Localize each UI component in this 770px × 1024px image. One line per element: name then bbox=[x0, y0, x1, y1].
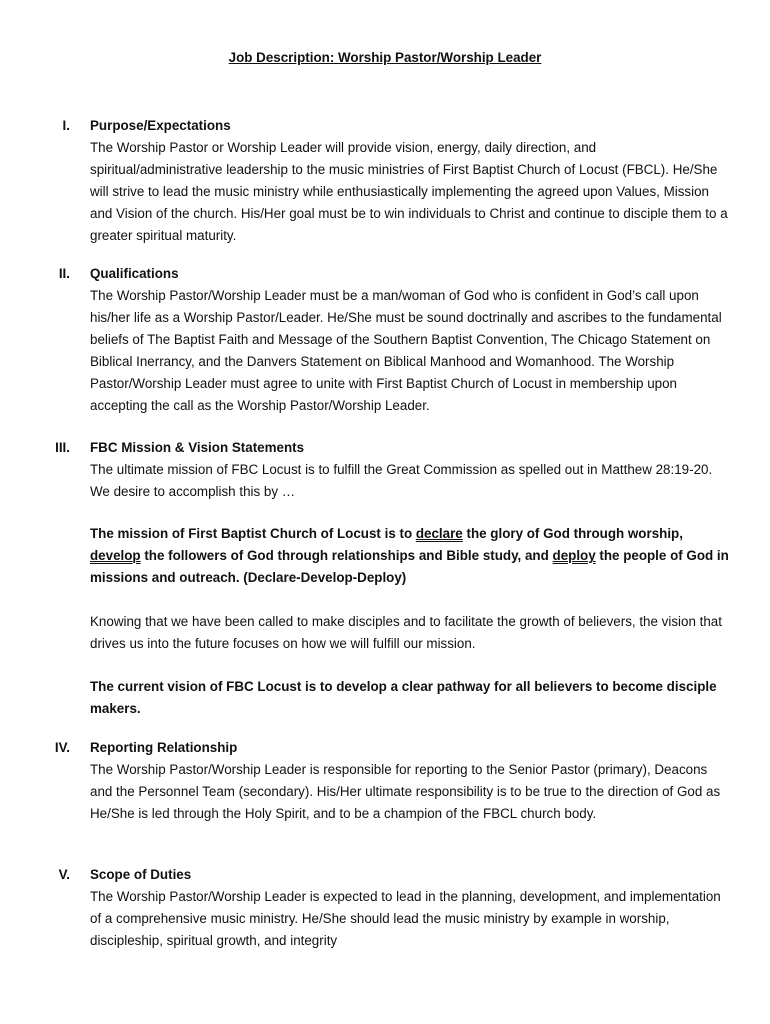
mission-keyword-deploy: deploy bbox=[552, 548, 596, 563]
document-title: Job Description: Worship Pastor/Worship Leader bbox=[228, 50, 542, 65]
vision-statement: The current vision of FBC Locust is to develop a clear pathway for all believers to become disciple makers. bbox=[90, 679, 717, 716]
mission-text: the people of God in missions and outreach. (Declare-Develop-Deploy) bbox=[90, 548, 729, 585]
section-heading: Purpose/Expectations bbox=[90, 118, 231, 133]
section-heading: Scope of Duties bbox=[90, 867, 192, 882]
mission-keyword-develop: develop bbox=[90, 548, 141, 563]
vision-intro: Knowing that we have been called to make disciples and to facilitate the growth of believers, the vision that drives us into the future focuses on how we will fulfill our mission. bbox=[90, 614, 722, 651]
mission-text: The mission of First Baptist Church of Locust is to bbox=[90, 526, 416, 541]
section-body: The Worship Pastor/Worship Leader must be a man/woman of God who is confident in God’s call upon his/her life as a Worship Pastor/Leader. He/She must be sound doctrinally and ascribes to the fundamental beliefs of The Baptist Faith and Message of the Southern Baptist Convention, The Chicago Statement on Biblical Inerrancy, and the Danvers Statement on Biblical Manhood and Womanhood. The Worship Pastor/Worship Leader must agree to unite with First Baptist Church of Locust in membership upon accepting the call as the Worship Pastor/Worship Leader. bbox=[90, 288, 722, 413]
section-body: The Worship Pastor/Worship Leader is responsible for reporting to the Senior Pastor (primary), Deacons and the Personnel Team (secondary). His/Her ultimate responsibility is to be true to the direction of God as He/She is led through the Holy Spirit, and to be a champion of the FBCL church body. bbox=[90, 762, 721, 821]
section-body: The ultimate mission of FBC Locust is to fulfill the Great Commission as spelled out in Matthew 28:19-20. We desire to accomplish this by … bbox=[90, 462, 713, 499]
mission-text: the followers of God through relationships and Bible study, and bbox=[140, 548, 553, 563]
section-body: The Worship Pastor/Worship Leader is expected to lead in the planning, development, and implementation of a comprehensive music ministry. He/She should lead the music ministry by example in worship, discipleship, spiritual growth, and integrity bbox=[90, 889, 721, 948]
section-heading: Reporting Relationship bbox=[90, 740, 238, 755]
section-body: The Worship Pastor or Worship Leader will provide vision, energy, daily direction, and spiritual/administrative leadership to the music ministries of First Baptist Church of Locust (FBCL). He/She will strive to lead the music ministry while enthusiastically implementing the agreed upon Values, Mission and Vision of the church. His/Her goal must be to win individuals to Christ and continue to disciple them to a greater spiritual maturity. bbox=[90, 140, 728, 243]
section-numeral: III. bbox=[55, 440, 70, 455]
section-heading: FBC Mission & Vision Statements bbox=[90, 440, 305, 455]
mission-text: the glory of God through worship, bbox=[462, 526, 683, 541]
section-numeral: IV. bbox=[54, 740, 70, 755]
mission-statement bbox=[90, 523, 730, 589]
section-numeral: II. bbox=[58, 266, 70, 281]
section-heading: Qualifications bbox=[90, 266, 179, 281]
section-numeral: I. bbox=[62, 118, 70, 133]
section-numeral: V. bbox=[58, 867, 70, 882]
mission-keyword-declare: declare bbox=[415, 526, 463, 541]
